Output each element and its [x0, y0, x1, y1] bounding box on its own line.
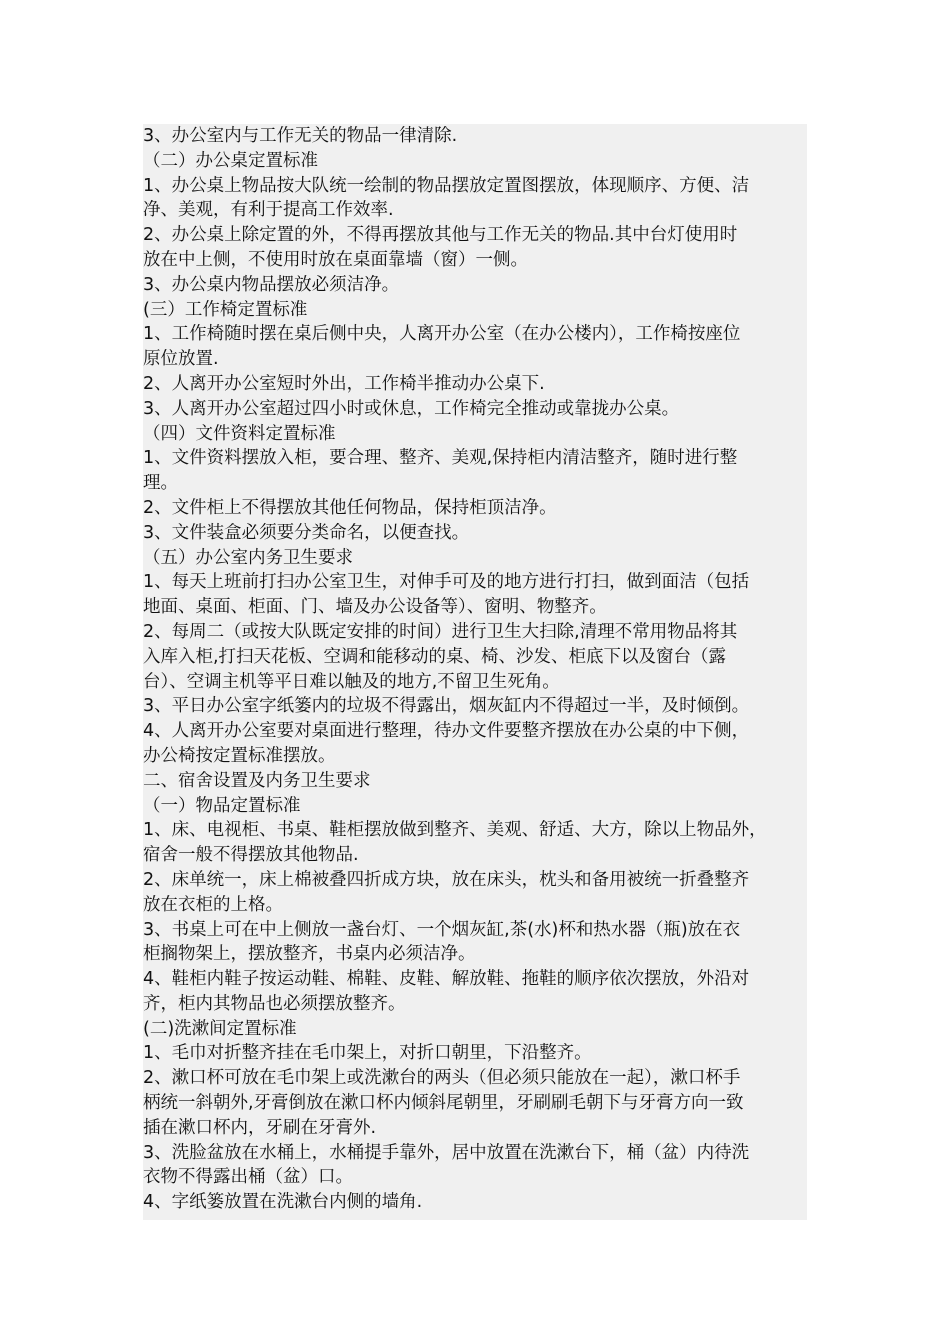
document-line: （一）物品定置标准	[143, 795, 301, 816]
document-line: 2、床单统一，床上棉被叠四折成方块，放在床头，枕头和备用被统一折叠整齐	[143, 869, 750, 890]
document-line: 1、办公桌上物品按大队统一绘制的物品摆放定置图摆放，体现顺序、方便、洁	[143, 175, 750, 196]
document-line: 放在衣柜的上格。	[143, 894, 283, 915]
document-line: 1、文件资料摆放入柜，要合理、整齐、美观,保持柜内清洁整齐，随时进行整	[143, 448, 738, 469]
document-line: 4、字纸篓放置在洗漱台内侧的墙角.	[143, 1192, 423, 1213]
document-line: （二）办公桌定置标准	[143, 150, 318, 171]
document-line: 柄统一斜朝外,牙膏倒放在漱口杯内倾斜尾朝里，牙刷刷毛朝下与牙膏方向一致	[143, 1093, 744, 1114]
document-line: 2、人离开办公室短时外出，工作椅半推动办公桌下.	[143, 373, 545, 394]
document-line: 2、每周二（或按大队既定安排的时间）进行卫生大扫除,清理不常用物品将其	[143, 621, 738, 642]
document-line: 3、平日办公室字纸篓内的垃圾不得露出，烟灰缸内不得超过一半，及时倾倒。	[143, 696, 750, 717]
document-line: 3、洗脸盆放在水桶上，水桶提手靠外，居中放置在洗漱台下，桶（盆）内待洗	[143, 1142, 750, 1163]
document-line: 4、鞋柜内鞋子按运动鞋、棉鞋、皮鞋、解放鞋、拖鞋的顺序依次摆放，外沿对	[143, 969, 750, 990]
document-line: 2、漱口杯可放在毛巾架上或洗漱台的两头（但必须只能放在一起），漱口杯手	[143, 1068, 741, 1089]
document-line: 3、人离开办公室超过四小时或休息，工作椅完全推动或靠拢办公桌。	[143, 398, 680, 419]
document-line: 柜搁物架上，摆放整齐，书桌内必须洁净。	[143, 944, 476, 965]
document-line: 二、宿舍设置及内务卫生要求	[143, 770, 371, 791]
document-text-block	[143, 124, 807, 1220]
document-line: 原位放置.	[143, 349, 219, 370]
document-line: 3、办公桌内物品摆放必须洁净。	[143, 274, 400, 295]
document-line: （四）文件资料定置标准	[143, 423, 336, 444]
document-line: 2、文件柜上不得摆放其他任何物品，保持柜顶洁净。	[143, 497, 557, 518]
document-line: 衣物不得露出桶（盆）口。	[143, 1167, 353, 1188]
document-line: 1、工作椅随时摆在桌后侧中央，人离开办公室（在办公楼内），工作椅按座位	[143, 324, 741, 345]
document-line: (二)洗漱间定置标准	[143, 1018, 297, 1039]
document-line: 地面、桌面、柜面、门、墙及办公设备等）、窗明、物整齐。	[143, 597, 607, 618]
document-line: 4、人离开办公室要对桌面进行整理，待办文件要整齐摆放在办公桌的中下侧，	[143, 721, 750, 742]
document-line: 办公椅按定置标准摆放。	[143, 745, 336, 766]
document-line: 入库入柜,打扫天花板、空调和能移动的桌、椅、沙发、柜底下以及窗台（露	[143, 646, 727, 667]
document-line: 1、每天上班前打扫办公室卫生，对伸手可及的地方进行打扫，做到面洁（包括	[143, 572, 750, 593]
document-line: 3、文件装盒必须要分类命名，以便查找。	[143, 522, 470, 543]
document-line: 1、床、电视柜、书桌、鞋柜摆放做到整齐、美观、舒适、大方，除以上物品外，	[143, 820, 767, 841]
document-line: 1、毛巾对折整齐挂在毛巾架上，对折口朝里，下沿整齐。	[143, 1043, 592, 1064]
document-line: （五）办公室内务卫生要求	[143, 547, 353, 568]
document-line: 齐，柜内其物品也必须摆放整齐。	[143, 993, 406, 1014]
document-line: 3、书桌上可在中上侧放一盏台灯、一个烟灰缸,茶(水)杯和热水器（瓶)放在衣	[143, 919, 741, 940]
document-line: 插在漱口杯内，牙刷在牙膏外.	[143, 1117, 377, 1138]
document-line: 净、美观，有利于提高工作效率.	[143, 200, 394, 221]
document-line: 理。	[143, 473, 178, 494]
document-line: 宿舍一般不得摆放其他物品.	[143, 845, 359, 866]
document-line: (三）工作椅定置标准	[143, 299, 308, 320]
document-line: 台）、空调主机等平日难以触及的地方,不留卫生死角。	[143, 671, 560, 692]
document-line: 放在中上侧，不使用时放在桌面靠墙（窗）一侧。	[143, 249, 528, 270]
document-line: 3、办公室内与工作无关的物品一律清除.	[143, 126, 458, 146]
document-line: 2、办公桌上除定置的外，不得再摆放其他与工作无关的物品.其中台灯使用时	[143, 225, 738, 246]
